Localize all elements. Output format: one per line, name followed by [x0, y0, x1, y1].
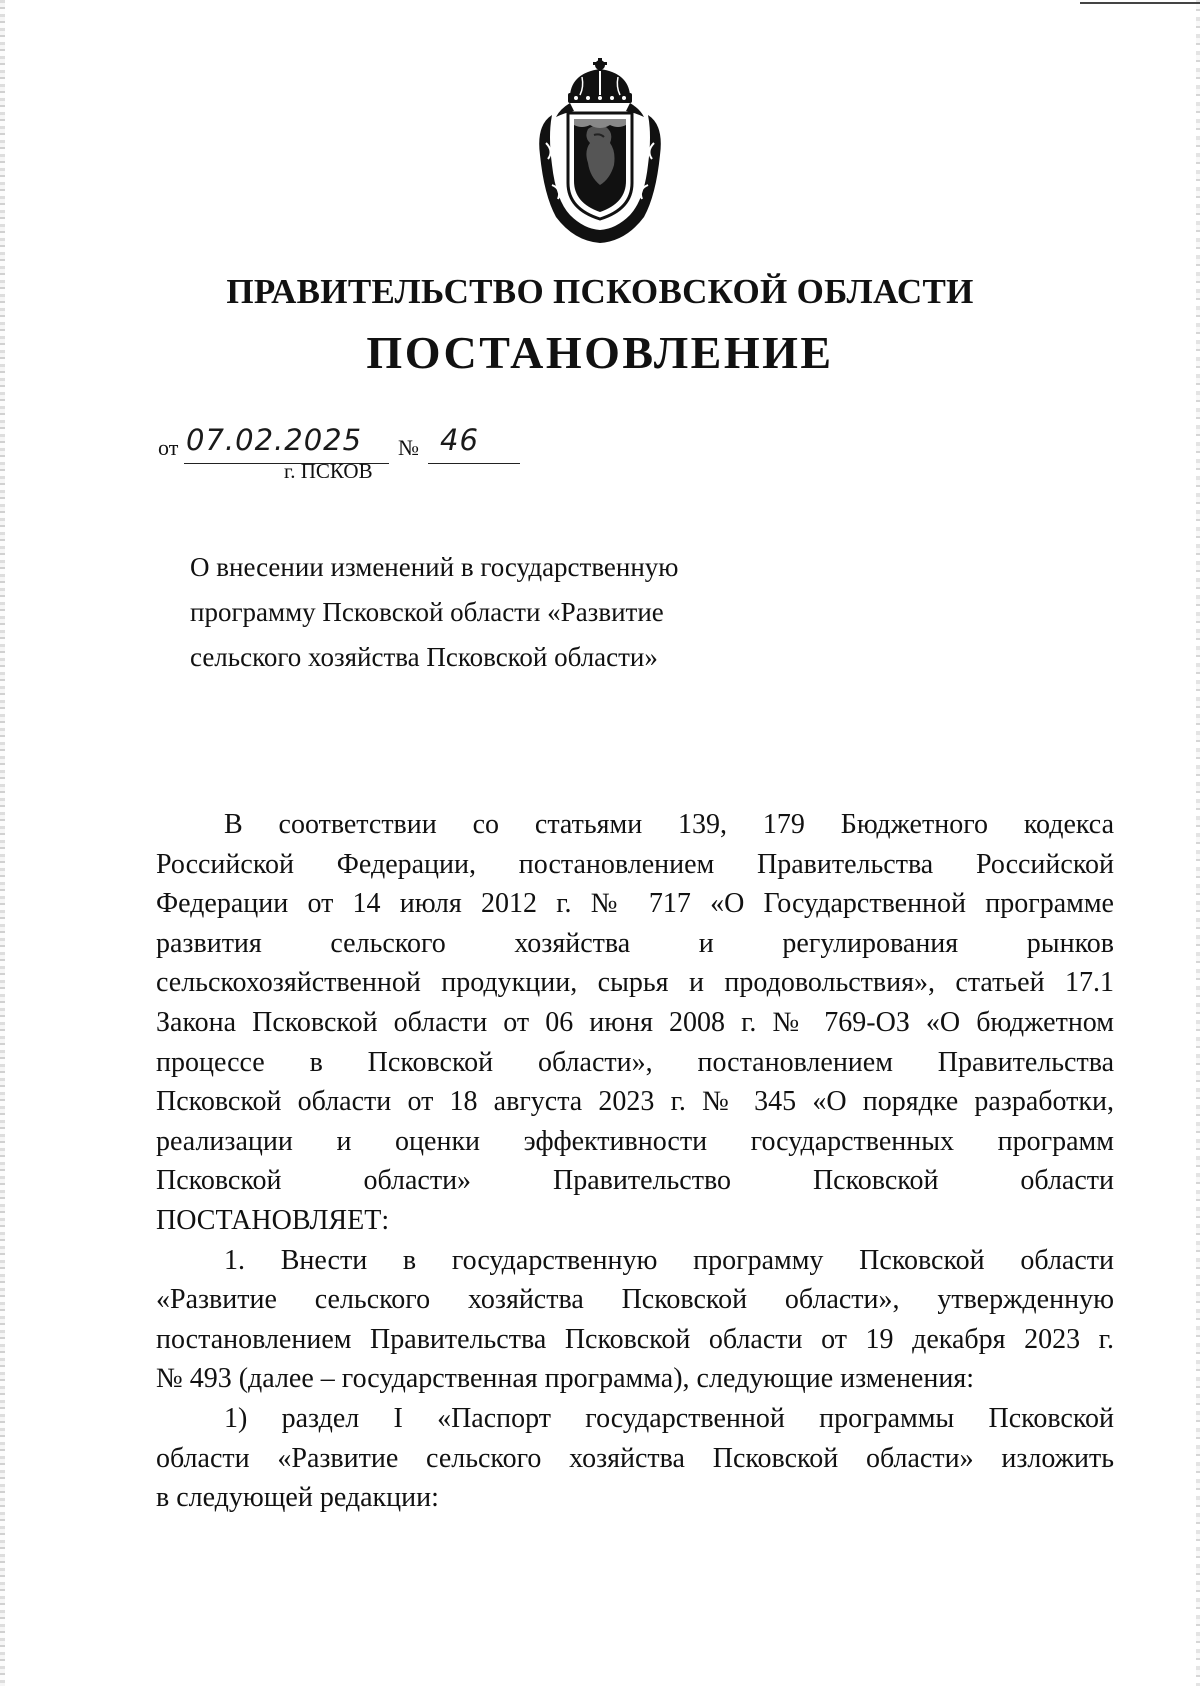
city-label: г. ПСКОВ	[284, 459, 373, 483]
body-line: Псковской области» Правительство Псковской области	[156, 1165, 1114, 1197]
body-line: реализации и оценки эффективности государственных программ	[156, 1125, 1114, 1157]
body-line: развития сельского хозяйства и регулирования рынков	[156, 927, 1114, 959]
body-line: Российской Федерации, постановлением Правительства Российской	[156, 848, 1114, 880]
date-prefix: от	[158, 435, 179, 460]
body-text	[156, 805, 1114, 1518]
pskov-coat-of-arms-icon	[530, 55, 670, 245]
body-line: сельскохозяйственной продукции, сырья и продовольствия», статьей 17.1	[156, 967, 1114, 999]
subject-line: сельского хозяйства Псковской области»	[190, 642, 658, 672]
body-line: 1) раздел I «Паспорт государственной программы Псковской	[224, 1402, 1114, 1434]
number-underline	[428, 463, 520, 464]
body-line: Псковской области от 18 августа 2023 г. № 345 «О порядке разработки,	[156, 1086, 1114, 1118]
body-line: области «Развитие сельского хозяйства Псковской области» изложить	[156, 1442, 1114, 1474]
body-line: Федерации от 14 июля 2012 г. № 717 «О Государственной программе	[156, 888, 1114, 920]
handwritten-number: 46	[440, 423, 479, 457]
subject-line: О внесении изменений в государственную	[190, 552, 679, 582]
body-line: процессе в Псковской области», постановлением Правительства	[156, 1046, 1114, 1078]
government-title: ПРАВИТЕЛЬСТВО ПСКОВСКОЙ ОБЛАСТИ	[226, 272, 974, 311]
scan-edge-left	[0, 0, 5, 1686]
body-line: «Развитие сельского хозяйства Псковской области», утвержденную	[156, 1284, 1114, 1316]
handwritten-date: 07.02.2025	[186, 423, 363, 457]
scan-edge-right	[1196, 0, 1200, 1686]
body-line: № 493 (далее – государственная программа), следующие изменения:	[156, 1363, 974, 1395]
subject-block	[190, 545, 750, 680]
body-line: Закона Псковской области от 06 июня 2008 г. № 769-ОЗ «О бюджетном	[156, 1006, 1114, 1038]
subject-line: программу Псковской области «Развитие	[190, 597, 664, 627]
body-line: 1. Внести в государственную программу Псковской области	[224, 1244, 1114, 1276]
body-line: В соответствии со статьями 139, 179 Бюджетного кодекса	[224, 809, 1114, 840]
body-line: постановлением Правительства Псковской области от 19 декабря 2023 г.	[156, 1323, 1114, 1355]
document-kind-title: ПОСТАНОВЛЕНИЕ	[366, 327, 834, 378]
scan-edge-top-line	[1080, 2, 1200, 4]
body-line: ПОСТАНОВЛЯЕТ:	[156, 1204, 390, 1236]
number-prefix: №	[398, 435, 419, 460]
body-line: в следующей редакции:	[156, 1482, 439, 1514]
